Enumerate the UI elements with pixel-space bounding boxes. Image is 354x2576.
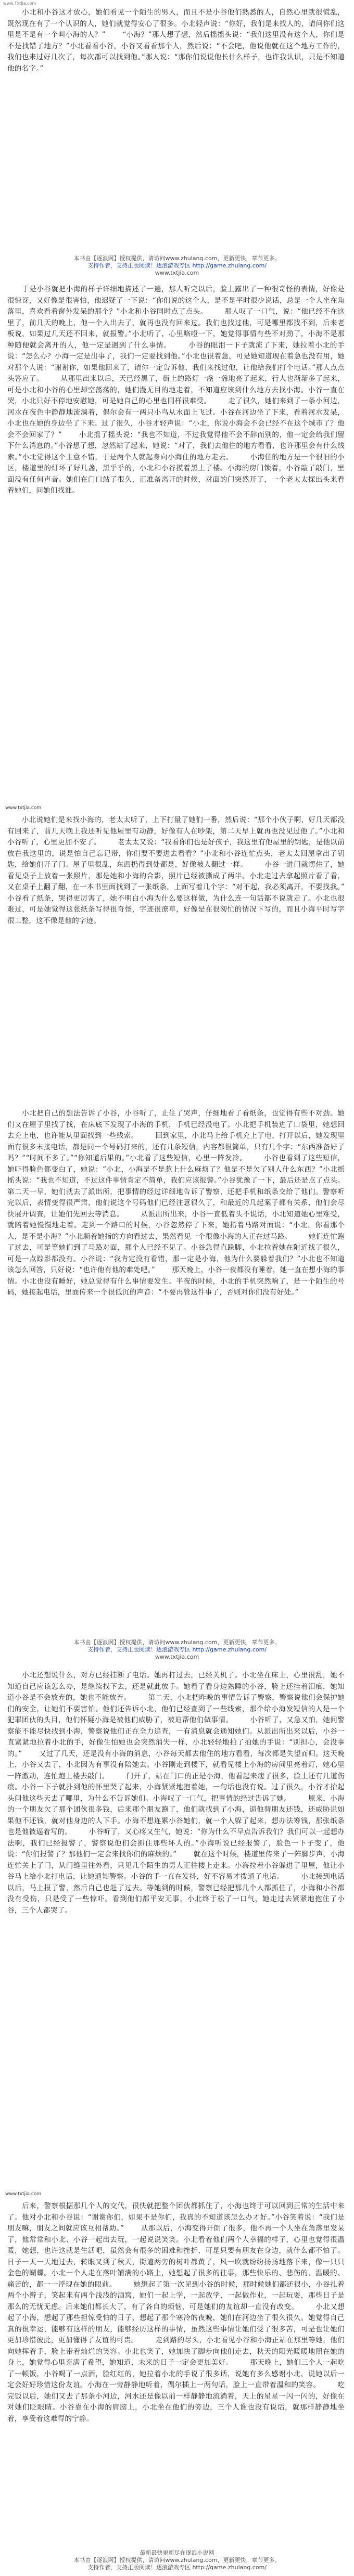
game-link[interactable]: 支持作者，支持正版阅读！逐浪游戏专区 http://game.zhulang.com/	[87, 1646, 267, 1653]
paragraph-2: 于是小谷就把小海的样子详细地描述了一遍，那人听完以后，脸上露出了一种很奇怪的表情，好像是很惊讶，又好像是很害怕，他迟疑了一下说：“你们说的这个人，是不是平时很少说话，总是一个人坐在角落里，喜欢看着窗外发呆的那个？”小北和小谷同时点了点头。 那人叹了一口气，说：“他已经不在这里了，前几天的晚上，他一个人出去了，就再也没有回来过。我们也找过他，可是哪里都找不到，后来老板说，如果过几天还不回来，就报警。”小北听了，心里咯噔一下，她觉得事情有些不对劲了，小海不是那种随便就会离开的人，他一定是遇到了什么事情。 小谷的眼泪一下子就流了下来，她拉着小北的手说：“怎么办？小海一定是出事了，我们一定要找到他。”小北也很着急，可是她知道现在着急也没有用，她对那个人说：“谢谢你，如果他回来了，请你一定告诉他，我们来找过他，让他给我们打个电话。”那人点点头答应了。 从那里出来以后，天已经黑了，街上的路灯一盏一盏地亮了起来，行人也渐渐多了起来，可是小北和小谷的心里却空荡荡的，她们漫无目的地走着，不知道应该到什么地方去找小海。小谷一直在哭，小北只好不停地安慰她，可是她自己的心里也同样很难受。 走了很久，她们来到了一条小河边，河水在夜色中静静地流淌着，偶尔会有一两只小鸟从水面上飞过。小谷在河边坐了下来，看着河水发呆，小北也在她的身边坐了下来。过了很久，小谷才轻声说：“小北，你说小海会不会已经不在这个城市了？他会不会回家了？” 小北摇了摇头说：“我也不知道，不过我觉得他不会不辞而别的，他一定会给我们留下什么消息的。”小谷想了想，忽然站了起来，她说：“对了，我们去他住的地方看看，也许那里会有什么线索。”小北觉得这个主意不错，于是两个人就起身向小海住的地方走去。 小海住的地方是一个很旧的小区，楼道里的灯坏了好几盏，黑乎乎的，小北和小谷摸着黑上了楼。小海的房门锁着，小谷敲了敲门，里面没有任何声音。她们在门口站了很久，正准备离开的时候，对面的门突然开了，一个老太太探出头来看着她们，问她们找谁。	[7, 285, 345, 495]
site-tag-1: www.txtjia.com	[5, 805, 42, 811]
paragraph-5: 小北还想说什么，对方已经挂断了电话。她再打过去，已经关机了。小北坐在床上，心里很乱，她不知道自己应该怎么办，是继续找下去，还是就此放手。她看了看身边熟睡的小谷，脸上还挂着泪痕，她知道小谷是不会放弃的，她也不能放弃。 第二天，小北把昨晚的事情告诉了警察，警察说他们会保护她们的安全，让她们不要害怕。他们还告诉小北，他们已经查到了一些线索，那个给小海发短信的人是一个犯罪团伙的头目，他们怀疑小海是被他们威胁了，被迫帮他们做事情。 小谷听了，又急又怕，她问警察能不能尽快找到小海，警察说他们正在全力追查，一有消息就会通知她们。从派出所出来以后，小谷一直紧紧地拉着小北的手，好像生怕她也会突然消失一样，小北轻轻地拍了拍她的手说：“别担心，会没事的。” 又过了几天，还是没有小海的消息，小谷每天都去他住的地方看看，每次都是失望而归。这天晚上，小谷又去了，小北因为有事没有陪她去。小谷刚走到楼下，就看见楼上小海的房间里亮着灯，她心里一阵激动，连忙跑上楼去敲门。 门开了，站在门口的正是小海，他看起来瘦了很多，脸上还有几道伤痕。小谷一下子就扑到他的怀里哭了起来，小海紧紧地抱着她，一句话也没有说。过了很久，小谷才抬起头问他这些天去了哪里，为什么不告诉她们。小海叹了一口气，把事情的经过告诉了她。 原来，小海的一个朋友欠了那个团伙很多钱，后来那个朋友跑了，他们就找到了小海，逼他替朋友还钱，还威胁说如果他不还钱，就对他身边的人下手。小海不想连累小谷她们，就一个人躲了起来，想办法筹钱，那张纸条也是他被逼着写的。 小谷听了，又心疼又生气，她说：“你为什么不早点告诉我们？我们可以一起想办法啊，我们已经报警了，警察说他们会抓住那些坏人的。”小海听说已经报警了，脸色一下子变了，他说：“你们报警了？那他们一定会来找你们的麻烦的。” 就在这个时候，楼道里传来了一阵脚步声，小海连忙关上了门，从门缝里往外看，只见几个陌生的男人正往楼上走来。小海拉着小谷躲进了里屋，他让小谷马上给小北打电话，让她通知警察。小谷的手一直在发抖，好不容易才拨通了电话。 小北接到电话以后，马上报了警，然后自己也赶了过去。等她到的时候，警察已经把那几个人都抓住了，小海和小谷都没有受伤，只是受了一些惊吓。看到他们都平安无事，小北终于松了一口气，她走过去紧紧地抱住了小谷，三个人都哭了。	[7, 1671, 345, 1915]
copyright-notice-1: 本书由【逐浪网】授权提供，请访问www.zhulang.com，更新更快，章节更多。 支持作者，支持正版阅读！逐浪游戏专区 http://game.zhulang.com/ www.txtjia.com	[0, 255, 354, 279]
paragraph-6: 后来，警察根据那几个人的交代，很快就把整个团伙都抓住了，小海也终于可以回到正常的生活中来了。他对小北和小谷说：“谢谢你们，如果不是你们，我真的不知道该怎么办才好。”小谷笑着说：“我们是朋友嘛，朋友之间就应该互相帮助。” 从那以后，小海变得开朗了很多，他不再一个人坐在角落里发呆了，他常常和小北、小谷一起出去玩，一起说说笑笑。小北看着他们两个人幸福的样子，心里也觉得很温暖，她想，也许这就是生活吧，虽然会有很多的困难和挫折，可是只要有朋友在身边，就什么都不怕了。 日子一天一天地过去，转眼又到了秋天，街道两旁的树叶都黄了，风一吹就纷纷扬扬地落下来，像一只只金色的蝴蝶。小北一个人走在落叶铺满的小路上，她想起了很多的往事，那些快乐的、悲伤的、温暖的、痛苦的，都一一浮现在她的眼前。 她想起了第一次见到小谷的时候，那时候她们都还很小，小谷扎着两个小辫子，笑起来有两个浅浅的酒窝，她们一起上学，一起放学，一起做作业，一起玩耍，那些日子是那么的无忧无虑。后来她们都长大了，有了各自的烦恼，可是她们的友谊却一直没有改变。 小北又想起了小海，想起了那些担惊受怕的日子，想起了那个寒冷的夜晚，她们在河边坐了很久很久。她觉得自己真的很幸运，能够有这样的朋友，能够经历这样的事情，虽然这些事情让她们受了很多苦，可是也让她们更加珍惜彼此，更加懂得了友谊的可贵。 走到路的尽头，小北看见小谷和小海正站在那里等她，他们向她挥着手，脸上带着灿烂的笑容。小北也笑了，她加快了脚步向他们走去，秋天的阳光暖暖地照在她的身上，她觉得心里充满了希望，她知道，未来的日子一定会更加美好。 那天晚上，她们三个人一起吃了一顿饭，小谷喝了一点酒，脸红红的，她拉着小北的手说了很多话，说她有多么感谢小北，说她以后一定会好好珍惜这份友谊。小海在一旁静静地听着，偶尔插上一两句话，脸上一直带着温和的笑容。 吃完饭以后，她们又去了那条小河边，河水还是像以前一样静静地流淌着，天上的星星一闪一闪的，好像在对她们眨眼睛。小谷靠在小海的肩膀上，小北坐在他们的旁边，三个人谁也没有说话，就那样静静地坐着，享受着这难得的宁静。	[7, 2202, 345, 2423]
game-link[interactable]: 支持作者，支持正版阅读！逐浪游戏专区 http://game.zhulang.com/	[87, 262, 267, 269]
site-tag-2: www.txtjia.com	[5, 2191, 42, 2197]
footer-game-link[interactable]: 支持作者，支持正版阅读！逐浪游戏专区 http://game.zhulang.com/	[87, 2564, 267, 2571]
footer-copyright: 本书由【逐浪网】授权提供，请访问www.zhulang.com，更新更快，章节更多。	[73, 2557, 281, 2564]
page-footer	[0, 2549, 354, 2571]
copyright-notice-2: 本书由【逐浪网】授权提供，请访问www.zhulang.com，更新更快，章节更多。 支持作者，支持正版阅读！逐浪游戏专区 http://game.zhulang.com/ www.txtjia.com	[0, 1639, 354, 1663]
paragraph-1: 小北和小谷这才放心，她们看见一个陌生的男人，而且不是小谷他们熟悉的人，自然心里就很慌乱，既然现在有了一个认识的人，她们就觉得安心了很多。小北轻声说：“你好，我们是来找人的，请问你们这里是不是有一个叫小海的人？” “小海？”那人想了想，然后摇摇头说：“我们这里没有这个人，你们是不是找错了地方？”小北看看小谷，小谷又看看那个人，然后说：“不会吧，他说他就在这个地方工作的，我们也来过好几次了，每次都可以找到他。”那人说：“那你们说说他长什么样子，也许我认识，只是不知道他的名字。”	[7, 8, 345, 73]
paragraph-3: 小北说她们是来找小海的，老太太听了，上下打量了她们一番，然后说：“那个小伙子啊，好几天都没有回来了，前几天晚上我还听见他屋里有动静，好像有人在吵架，第二天早上就再也没见过他了。”小北和小谷听了，心里更加不安了。 老太太又说：“我看你们也是好孩子，我这里有他屋里的钥匙，是他以前放在我这里的，说是怕自己忘记带，你们要不要进去看看？”小北和小谷连忙点头，老太太回屋拿出了钥匙，给她们开了门。屋子里很乱，东西扔得到处都是，好像被人翻过一样。 小谷一进门就愣住了，她看见桌子上放着一张照片，那是她和小海的合影，照片已经被撕成了两半。小北走过去拿起照片看了看，又在桌子上翻了翻，在一本书里面找到了一张纸条，上面写着几个字：“对不起，我必须离开，不要找我。” 小谷看了纸条，哭得更厉害了，她不明白小海为什么要这样做，为什么连一句话都不说就走了。小北也很难过，可是她觉得这张纸条写得很奇怪，字迹很潦草，好像是在很匆忙的情况下写的，而且小海平时写字很工整，这不像是他的字迹。	[7, 816, 345, 925]
page-header: www.TxtJia.com	[3, 1, 36, 6]
paragraph-4: 小北把自己的想法告诉了小谷，小谷听了，止住了哭声，仔细地看了看纸条，也觉得有些不对劲。她们又在屋子里找了找，在床底下发现了小海的手机，手机已经没电了。小北把手机装进了口袋里，她想回去充上电，也许能从里面找到一些线索。 回到家里，小北马上给手机充上了电，打开以后，她发现里面有很多未接电话，都是同一个号码打来的，还有几条短信，内容都很简单，只有几个字：“东西准备好了吗？”“时间不多了。”“你知道后果的。”小北看了这些短信，心里一阵发冷。 小谷也看到了这些短信，她吓得脸色都变白了，她说：“小北，小海是不是惹上什么麻烦了？他是不是欠了别人什么东西？”小北摇摇头说：“我也不知道，不过这件事情肯定不简单，我们应该报警。”小谷犹豫了一下，最后还是点了点头。 第二天一早，她们就去了派出所，把事情的经过详细地告诉了警察，还把手机和纸条交给了他们。警察听完以后，表情变得很严肃，他们说这个号码他们已经注意很久了，和最近的几起案子都有关系，他们会尽快展开调查，让她们先回去等消息。 从派出所出来，小谷一直低着头不说话，小北知道她心里难受，就陪着她慢慢地走着。走到一个路口的时候，小谷忽然停了下来，她指着马路对面说：“小北，你看那个人，是不是小海？”小北顺着她指的方向看过去，果然看见一个很像小海的人正在过马路。 她们连忙跑了过去，可是等她们到了马路对面，那个人已经不见了。小谷急得直跺脚，小北拉着她在附近找了很久，可是一点踪影都没有。小谷说：“我肯定没有看错，那一定是小海，他为什么要躲着我们？”小北也不知道该怎么回答，只好说：“也许他有他的难处吧。” 那天晚上，小谷一夜都没有睡着，她一直在想小海的事情。小北也没有睡好，她总觉得有什么事情要发生。半夜的时候，小北的手机突然响了，是一个陌生的号码，她接起电话，里面传来一个很低沉的声音：“不要再管这件事了，否则对你们没有好处。”	[7, 1109, 345, 1297]
footer-slogan: 最新最快更新尽在逐浪小说网	[140, 2549, 214, 2556]
